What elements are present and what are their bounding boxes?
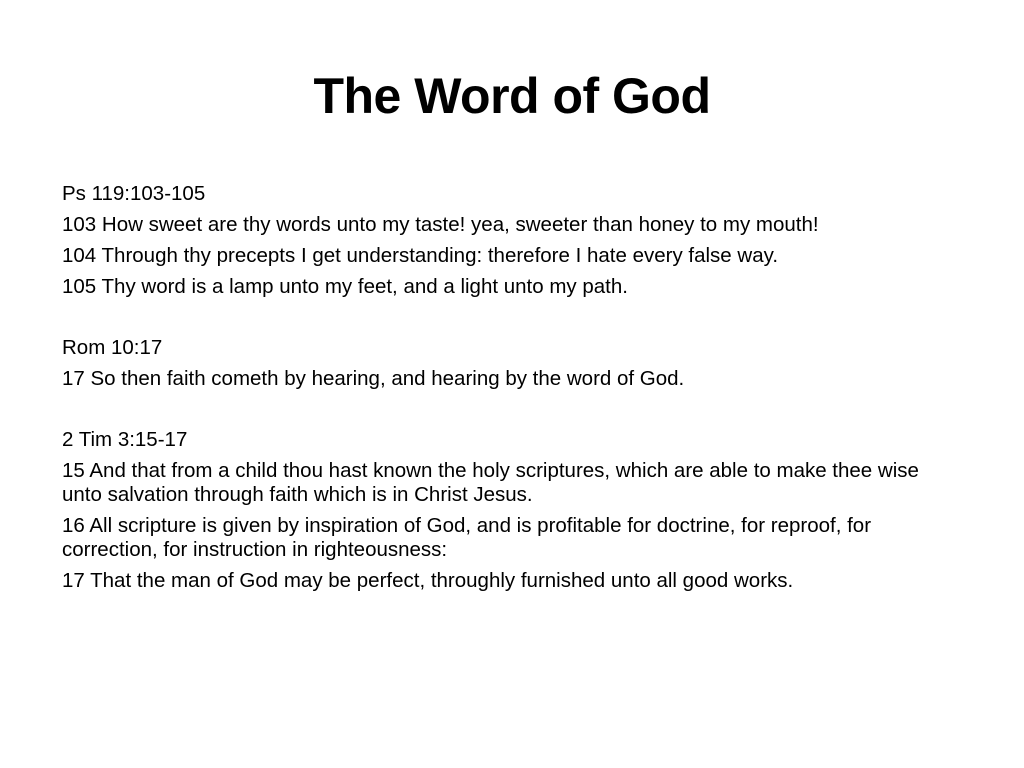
verse-text: 104 Through thy precepts I get understanding: therefore I hate every false way. — [62, 244, 779, 267]
verse-text: 103 How sweet are thy words unto my taste! yea, sweeter than honey to my mouth! — [62, 213, 819, 236]
passage-reference: Rom 10:17 — [62, 336, 163, 359]
passage-romans — [62, 336, 962, 391]
verse-text: 17 That the man of God may be perfect, throughly furnished unto all good works. — [62, 569, 794, 592]
verse-text: 16 All scripture is given by inspiration of God, and is profitable for doctrine, for reproof, for correction, for instruction in righteousness: — [62, 514, 872, 561]
passage-psalm — [62, 182, 962, 299]
slide-content — [62, 182, 962, 593]
verse-text: 17 So then faith cometh by hearing, and hearing by the word of God. — [62, 367, 685, 390]
verse-text: 105 Thy word is a lamp unto my feet, and a light unto my path. — [62, 275, 628, 298]
passage-reference: Ps 119:103-105 — [62, 182, 206, 205]
passage-timothy — [62, 428, 962, 593]
slide-title: The Word of God — [313, 68, 711, 124]
passage-reference: 2 Tim 3:15-17 — [62, 428, 188, 451]
verse-text: 15 And that from a child thou hast known the holy scriptures, which are able to make thee wise unto salvation through faith which is in Christ Jesus. — [62, 459, 919, 506]
